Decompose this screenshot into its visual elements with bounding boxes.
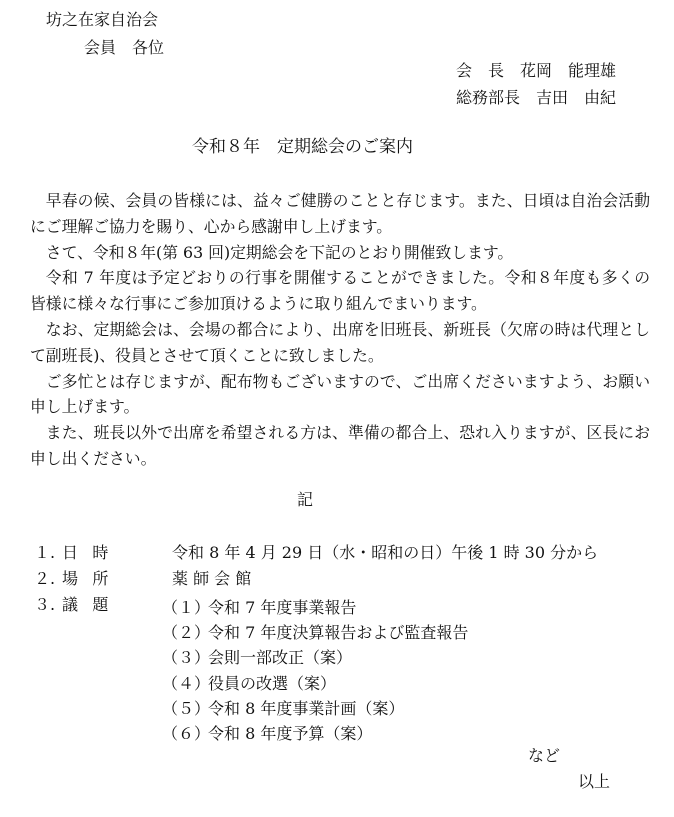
item-label: 場所 [62, 569, 123, 588]
paragraph: また、班長以外で出席を希望される方は、準備の都合上、恐れ入りますが、区長にお申し出ください。 [30, 423, 650, 468]
addressee-organization: 坊之在家自治会 [46, 10, 159, 29]
paragraph: 早春の候、会員の皆様には、益々ご健勝のことと存じます。また、日頃は自治会活動にご理解ご協力を賜り、心から感謝申し上げます。 [30, 191, 650, 236]
item-label: 日時 [62, 543, 123, 562]
agenda-number: （４） [162, 673, 211, 693]
sender-chairman: 会 長 花岡 能理雄 [456, 61, 617, 80]
item-value: 薬 師 会 館 [172, 569, 252, 588]
agenda-number: （５） [162, 698, 211, 718]
agenda-number: （６） [162, 724, 211, 744]
item-label: 議題 [62, 595, 123, 614]
closing-ijou: 以上 [578, 772, 611, 791]
agenda-item [162, 620, 468, 645]
paragraph: ご多忙とは存じますが、配布物もございますので、ご出席くださいますよう、お願い申し上げます。 [30, 371, 650, 417]
agenda-number: （２） [162, 623, 211, 643]
body-text [30, 188, 650, 472]
nado-text: など [528, 746, 561, 765]
agenda-item [162, 721, 468, 746]
agenda-text: 役員の改選（案） [208, 673, 337, 693]
sender-general-affairs: 総務部長 吉田 由紀 [456, 88, 617, 107]
agenda-text: 令和 7 年度決算報告および監査報告 [208, 623, 469, 643]
agenda-text: 令和 8 年度予算（案） [208, 724, 373, 744]
agenda-item [162, 645, 468, 670]
document-title: 令和８年 定期総会のご案内 [192, 137, 413, 157]
item-value: 令和 8 年 4 月 29 日（水・昭和の日）午後 1 時 30 分から [172, 543, 599, 562]
agenda-text: 会則一部改正（案） [208, 648, 353, 668]
paragraph: なお、定期総会は、会場の都合により、出席を旧班長、新班長（欠席の時は代理として副班長)、役員とさせて頂くことに致しました。 [30, 319, 650, 365]
agenda-number: （３） [162, 648, 211, 668]
agenda-item [162, 696, 468, 721]
item-number: ２. [34, 569, 56, 588]
agenda-text: 令和 7 年度事業報告 [208, 598, 357, 617]
agenda-list [162, 595, 468, 746]
item-number: ３. [34, 595, 56, 614]
item-number: １. [34, 543, 56, 562]
paragraph: 令和 7 年度は予定どおりの行事を開催することができました。令和８年度も多くの皆様に様々な行事にご参加頂けるように取り組んでまいります。 [30, 268, 650, 314]
agenda-item [162, 595, 468, 620]
ki-heading: 記 [297, 490, 314, 509]
agenda-text: 令和 8 年度事業計画（案） [208, 698, 405, 718]
agenda-item [162, 671, 468, 696]
addressee-members: 会員 各位 [84, 38, 165, 57]
agenda-number: （１） [162, 598, 211, 617]
paragraph: さて、令和８年(第 63 回)定期総会を下記のとおり開催致します。 [45, 242, 514, 262]
